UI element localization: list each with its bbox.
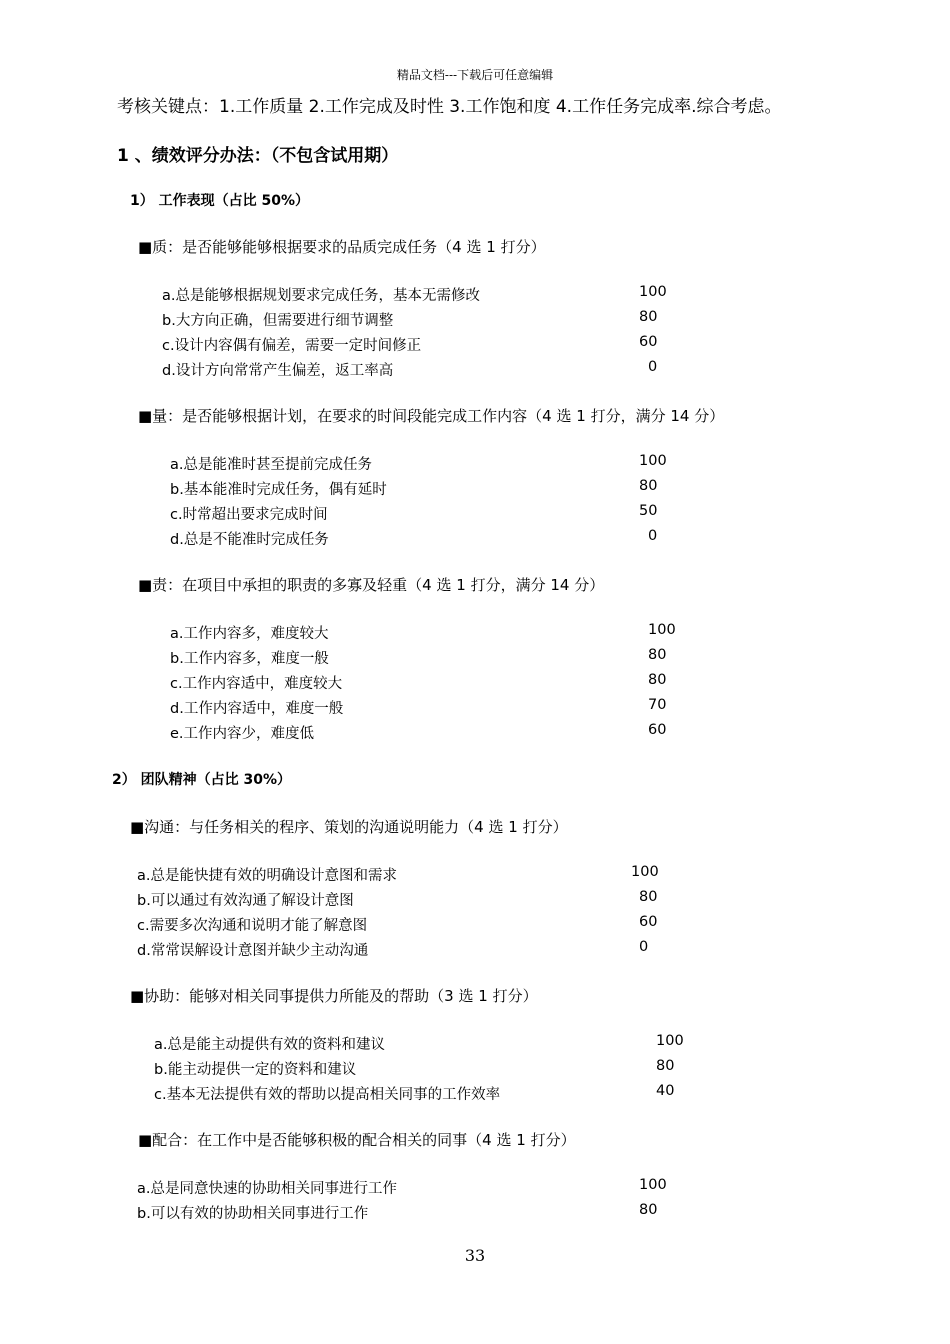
item-score: 60	[648, 722, 667, 738]
list-item: d.常常误解设计意图并缺少主动沟通	[137, 943, 369, 959]
item-score: 80	[639, 889, 658, 905]
page-header: 精品文档---下载后可任意编辑	[396, 68, 554, 82]
list-item: b.可以通过有效沟通了解设计意图	[137, 893, 354, 909]
intro-key-points: 考核关键点：1.工作质量 2.工作完成及时性 3.工作饱和度 4.工作任务完成率.综合考虑。	[117, 97, 782, 117]
item-score: 80	[648, 647, 667, 663]
criterion-title-quantity: ■量：是否能够根据计划，在要求的时间段能完成工作内容（4 选 1 打分，满分 14 分）	[138, 407, 725, 425]
list-item: a.工作内容多，难度较大	[170, 626, 329, 642]
part-title-team-spirit: 2） 团队精神（占比 30%）	[112, 772, 291, 788]
item-score: 70	[648, 697, 667, 713]
item-score: 100	[639, 453, 667, 469]
list-item: c.基本无法提供有效的帮助以提高相关同事的工作效率	[154, 1087, 501, 1103]
list-item: b.工作内容多，难度一般	[170, 651, 329, 667]
criterion-title-cooperation: ■配合：在工作中是否能够积极的配合相关的同事（4 选 1 打分）	[138, 1131, 576, 1149]
section-title: 1 、绩效评分办法：（不包含试用期）	[117, 146, 399, 166]
part-title-work-performance: 1） 工作表现（占比 50%）	[130, 193, 309, 209]
list-item: b.大方向正确，但需要进行细节调整	[162, 313, 394, 329]
list-item: a.总是能准时甚至提前完成任务	[170, 457, 372, 473]
page-number: 33	[464, 1246, 486, 1265]
criterion-title-responsibility: ■责：在项目中承担的职责的多寡及轻重（4 选 1 打分，满分 14 分）	[138, 576, 605, 594]
criterion-title-assistance: ■协助：能够对相关同事提供力所能及的帮助（3 选 1 打分）	[130, 987, 538, 1005]
list-item: b.能主动提供一定的资料和建议	[154, 1062, 357, 1078]
list-item: b.基本能准时完成任务，偶有延时	[170, 482, 387, 498]
list-item: a.总是能主动提供有效的资料和建议	[154, 1037, 385, 1053]
item-score: 100	[648, 622, 676, 638]
list-item: a.总是能够根据规划要求完成任务，基本无需修改	[162, 288, 480, 304]
criterion-title-quality: ■质：是否能够能够根据要求的品质完成任务（4 选 1 打分）	[138, 238, 546, 256]
item-score: 80	[639, 478, 658, 494]
item-score: 60	[639, 914, 658, 930]
item-score: 100	[639, 1177, 667, 1193]
criterion-title-communication: ■沟通：与任务相关的程序、策划的沟通说明能力（4 选 1 打分）	[130, 818, 568, 836]
item-score: 60	[639, 334, 658, 350]
item-score: 80	[639, 1202, 658, 1218]
item-score: 0	[648, 528, 658, 544]
item-score: 100	[631, 864, 659, 880]
list-item: c.设计内容偶有偏差，需要一定时间修正	[162, 338, 422, 354]
item-score: 80	[648, 672, 667, 688]
list-item: d.总是不能准时完成任务	[170, 532, 329, 548]
list-item: a.总是同意快速的协助相关同事进行工作	[137, 1181, 397, 1197]
item-score: 0	[648, 359, 658, 375]
list-item: c.工作内容适中，难度较大	[170, 676, 343, 692]
item-score: 80	[639, 309, 658, 325]
item-score: 50	[639, 503, 658, 519]
list-item: a.总是能快捷有效的明确设计意图和需求	[137, 868, 397, 884]
list-item: d.设计方向常常产生偏差，返工率高	[162, 363, 394, 379]
item-score: 100	[639, 284, 667, 300]
list-item: c.需要多次沟通和说明才能了解意图	[137, 918, 368, 934]
item-score: 0	[639, 939, 649, 955]
list-item: d.工作内容适中，难度一般	[170, 701, 344, 717]
list-item: c.时常超出要求完成时间	[170, 507, 328, 523]
item-score: 100	[656, 1033, 684, 1049]
item-score: 80	[656, 1058, 675, 1074]
list-item: e.工作内容少，难度低	[170, 726, 315, 742]
item-score: 40	[656, 1083, 675, 1099]
list-item: b.可以有效的协助相关同事进行工作	[137, 1206, 369, 1222]
